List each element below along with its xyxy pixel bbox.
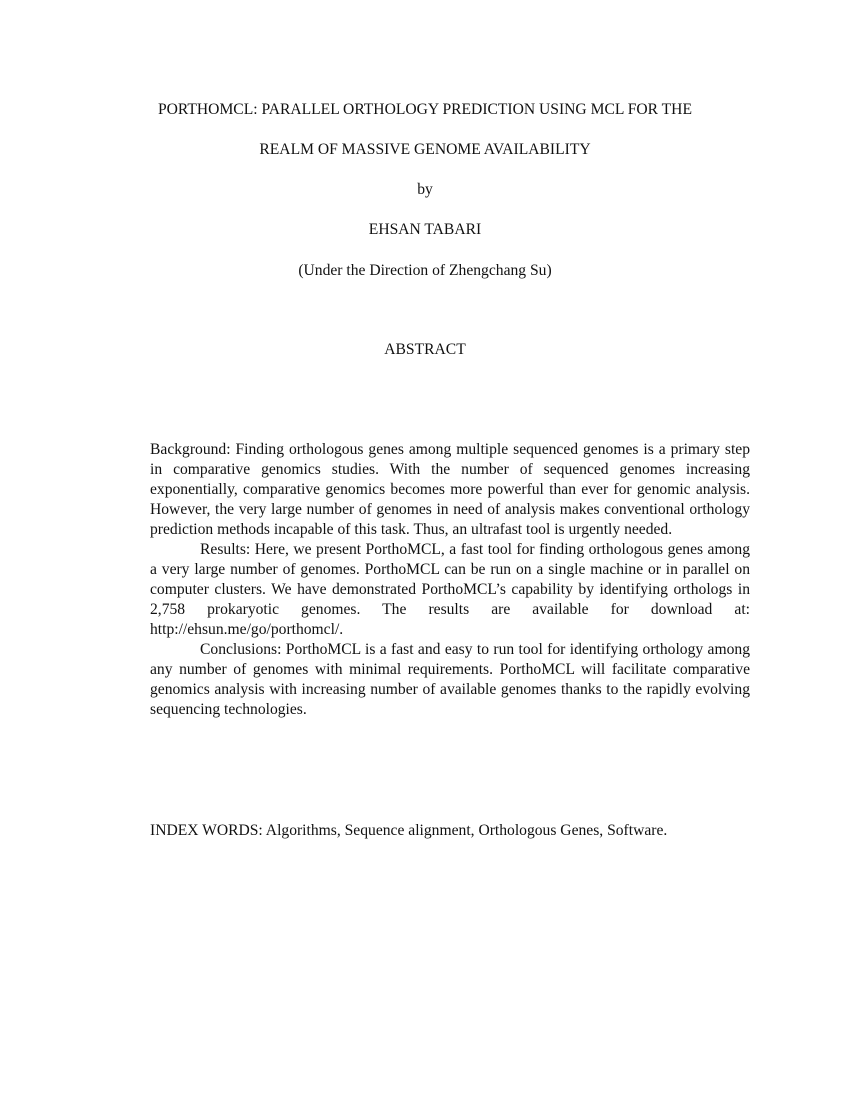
abstract-conclusions-paragraph: Conclusions: PorthoMCL is a fast and easy to run tool for identifying orthology among any number of genomes with minimal requirements. PorthoMCL will facilitate comparative genomics analysis with increasing number of available genomes thanks to the rapidly evolving sequencing technologies. [150,641,750,718]
author-name: EHSAN TABARI [368,221,482,238]
director-note: (Under the Direction of Zhengchang Su) [298,262,552,279]
index-words: INDEX WORDS: Algorithms, Sequence alignment, Orthologous Genes, Software. [150,822,668,839]
title-line-2: REALM OF MASSIVE GENOME AVAILABILITY [259,141,591,158]
abstract-background-paragraph: Background: Finding orthologous genes among multiple sequenced genomes is a primary step in comparative genomics studies. With the number of sequenced genomes increasing exponentially, comparative genomics becomes more powerful than ever for genomic analysis. However, the very large number of genomes in need of analysis makes conventional orthology prediction methods incapable of this task. Thus, an ultrafast tool is urgently needed. [150,441,750,538]
byline: by [417,181,433,198]
abstract-results-paragraph: Results: Here, we present PorthoMCL, a fast tool for finding orthologous genes among a very large number of genomes. PorthoMCL can be run on a single machine or in parallel on computer clusters. We have demonstrated PorthoMCL’s capability by identifying orthologs in 2,758 prokaryotic genomes. The results are available for download at: http://ehsun.me/go/porthomcl/. [150,541,750,638]
abstract-heading: ABSTRACT [384,341,466,358]
title-line-1: PORTHOMCL: PARALLEL ORTHOLOGY PREDICTION USING MCL FOR THE [158,101,692,118]
abstract-body [150,440,750,720]
